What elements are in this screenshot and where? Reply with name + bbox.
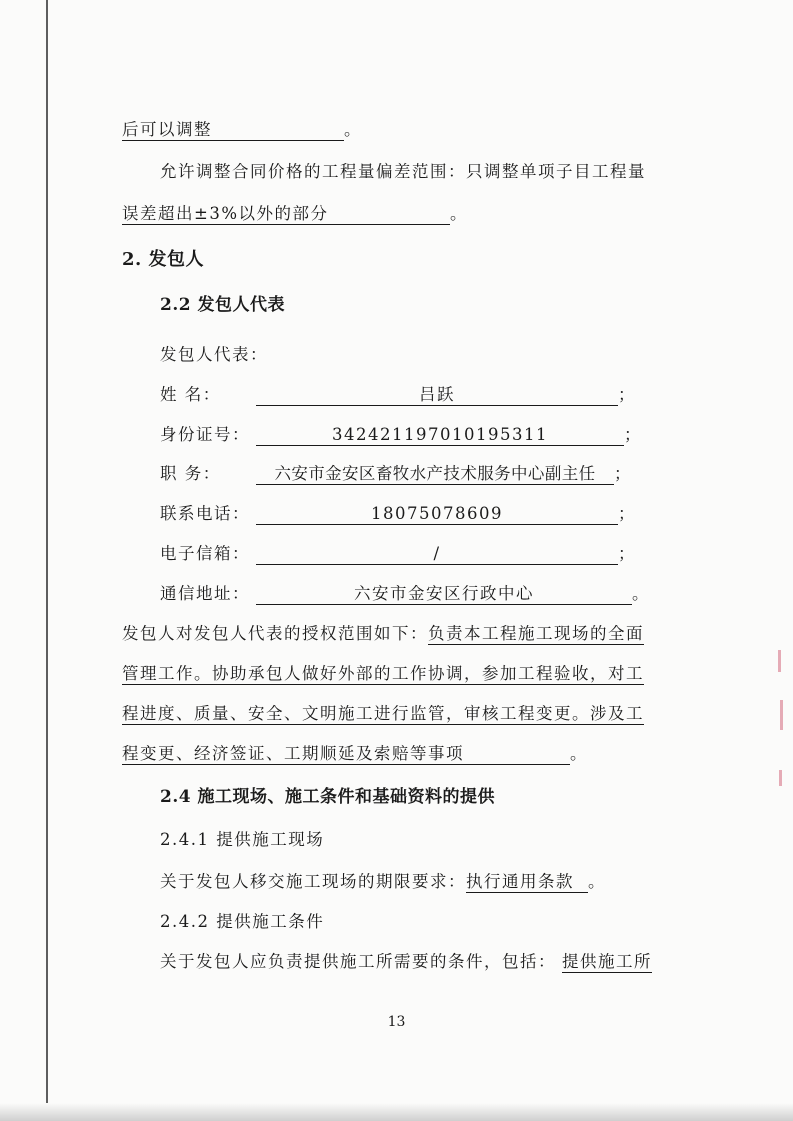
punctuation: 。 — [450, 204, 468, 223]
paragraph-text: 关于发包人应负责提供施工所需要的条件，包括： — [160, 952, 556, 971]
field-phone — [160, 502, 636, 526]
underlined-text: 执行通用条款 — [466, 871, 588, 893]
text-line — [122, 662, 644, 686]
subsection-heading: 2.4 施工现场、施工条件和基础资料的提供 — [160, 787, 495, 807]
punctuation: ； — [618, 504, 636, 523]
field-label: 姓 名： — [160, 385, 221, 404]
field-label: 身份证号： — [160, 425, 250, 444]
field-label: 通信地址： — [160, 584, 250, 603]
paragraph-text: 关于发包人移交施工现场的期限要求： — [160, 872, 466, 891]
text-line: 发包人代表： — [160, 345, 268, 364]
text-line — [122, 118, 362, 142]
text-line — [122, 202, 468, 226]
underlined-text: 程进度、质量、安全、文明施工进行监管，审核工程变更。涉及工 — [122, 704, 644, 723]
underlined-text: 负责本工程施工现场的全面 — [428, 624, 644, 643]
paragraph-text: 允许调整合同价格的工程量偏差范围：只调整单项子目工程量 — [160, 162, 646, 181]
field-value: / — [256, 543, 618, 565]
text-line — [160, 870, 606, 894]
field-value: 342421197010195311 — [256, 424, 624, 446]
punctuation: ； — [618, 544, 636, 563]
field-value: 六安市金安区行政中心 — [256, 583, 632, 605]
punctuation: 。 — [344, 120, 362, 139]
text-line — [160, 950, 652, 974]
text-line — [122, 702, 644, 726]
scan-bottom-edge — [0, 1103, 793, 1121]
punctuation: ； — [618, 385, 636, 404]
punctuation: 。 — [632, 584, 650, 603]
underlined-text: 程变更、经济签证、工期顺延及索赔等事项 — [122, 743, 570, 765]
punctuation: ； — [624, 425, 642, 444]
subsection-title: 2.4.2 提供施工条件 — [160, 912, 325, 931]
binding-edge-line — [46, 0, 48, 1121]
text-line — [122, 622, 644, 646]
field-address — [160, 582, 650, 606]
field-value: 六安市金安区畜牧水产技术服务中心副主任 — [256, 463, 614, 485]
scan-edge-mark — [778, 650, 781, 672]
underlined-text: 管理工作。协助承包人做好外部的工作协调，参加工程验收，对工 — [122, 664, 644, 683]
field-id-number — [160, 423, 642, 447]
paragraph-text: 发包人对发包人代表的授权范围如下： — [122, 624, 428, 643]
underlined-text: 提供施工所 — [562, 952, 652, 971]
field-value: 吕跃 — [256, 384, 618, 406]
field-name — [160, 383, 636, 407]
page-number: 13 — [387, 1014, 406, 1030]
subsection-heading: 2.2 发包人代表 — [160, 295, 285, 315]
text-line — [122, 742, 588, 766]
scan-edge-mark — [780, 700, 783, 730]
punctuation: ； — [614, 464, 632, 483]
punctuation: 。 — [588, 872, 606, 891]
text-line — [160, 160, 646, 184]
field-position — [160, 462, 632, 486]
scan-edge-mark — [779, 770, 782, 786]
underlined-text: 后可以调整 — [122, 119, 344, 141]
punctuation: 。 — [570, 744, 588, 763]
field-label: 电子信箱： — [160, 544, 250, 563]
section-heading: 2. 发包人 — [122, 249, 205, 270]
field-value: 18075078609 — [256, 503, 618, 525]
field-label: 联系电话： — [160, 504, 250, 523]
subsection-title: 2.4.1 提供施工现场 — [160, 830, 325, 849]
field-email — [160, 542, 636, 566]
field-label: 职 务： — [160, 464, 221, 483]
underlined-text: 误差超出±3%以外的部分 — [122, 203, 450, 225]
